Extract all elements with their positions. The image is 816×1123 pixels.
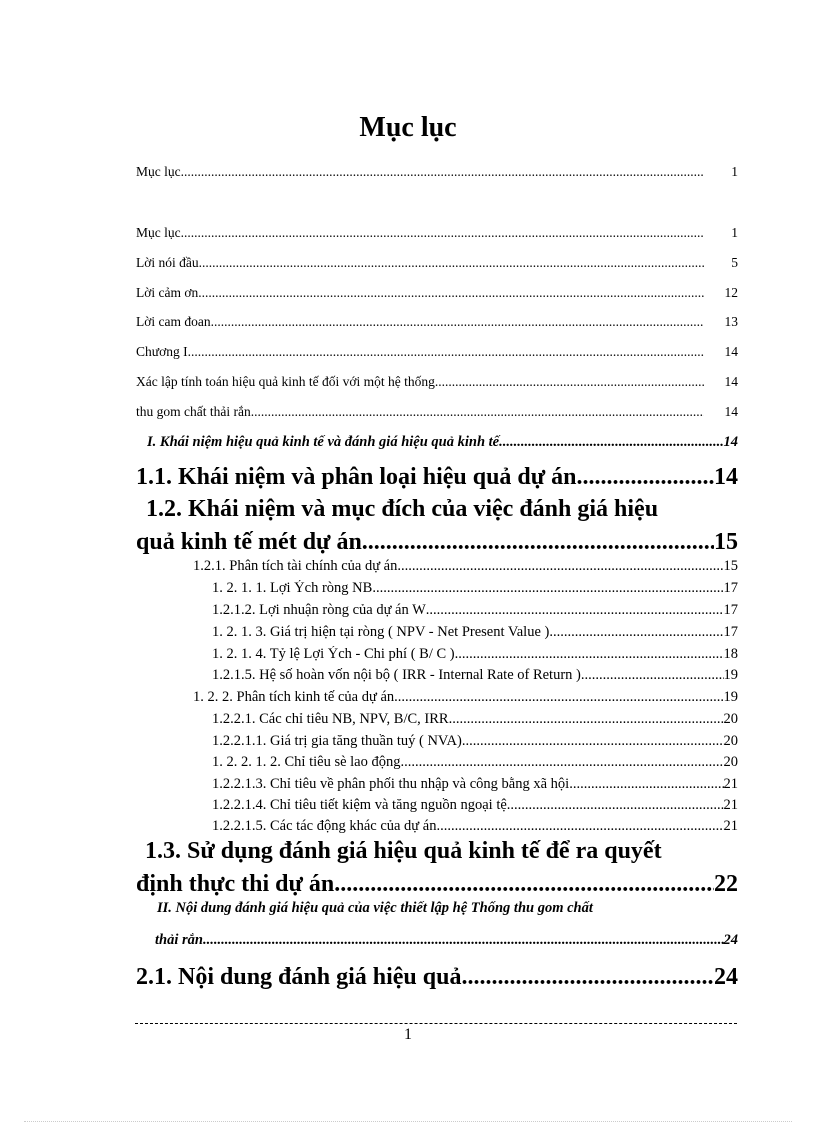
toc-page: 15 — [723, 558, 738, 574]
toc-page: 12 — [724, 285, 738, 300]
toc-label: Xác lập tính toán hiệu quả kinh tế đối với một hệ thống — [136, 374, 435, 389]
toc-page: 20 — [723, 733, 738, 749]
toc-label: Lời cảm ơn — [136, 285, 199, 300]
toc-entry[interactable] — [136, 255, 738, 271]
toc-label: Mục lục — [136, 225, 181, 240]
toc-entry[interactable] — [193, 558, 738, 575]
toc-page: 14 — [724, 344, 738, 359]
toc-entry[interactable] — [212, 624, 738, 641]
page-title: Mục lục — [359, 112, 457, 143]
toc-entry[interactable] — [136, 374, 738, 390]
toc-entry[interactable] — [212, 580, 738, 597]
toc-entry[interactable] — [136, 285, 738, 301]
toc-label: 1. 2. 1. 3. Giá trị hiện tại ròng ( NPV - Net Present Value ) — [212, 624, 550, 640]
toc-label: 2.1. Nội dung đánh giá hiệu quả — [136, 964, 462, 990]
toc-label: Mục lục — [136, 164, 181, 179]
toc-label: 1.2.1.5. Hệ số hoàn vốn nội bộ ( IRR - Internal Rate of Return ) — [212, 667, 581, 683]
toc-label: 1.1. Khái niệm và phân loại hiệu quả dự án — [136, 464, 577, 490]
toc-label: 1.2.2.1. Các chỉ tiêu NB, NPV, B/C, IRR — [212, 711, 449, 727]
toc-entry[interactable] — [212, 754, 738, 771]
toc-label: 1.2.1. Phân tích tài chính của dự án — [193, 558, 398, 574]
toc-label: 1. 2. 2. 1. 2. Chỉ tiêu sè lao động — [212, 754, 401, 770]
toc-entry[interactable] — [136, 225, 738, 241]
toc-label: 1. 2. 1. 1. Lợi Ých ròng NB — [212, 580, 373, 596]
toc-page: 1 — [731, 164, 738, 179]
toc-label: định thực thi dự án — [136, 871, 335, 897]
toc-entry[interactable] — [136, 164, 738, 180]
toc-page: 14 — [724, 404, 738, 419]
toc-page: 24 — [723, 932, 738, 948]
page-edge — [24, 1121, 792, 1122]
toc-page: 20 — [723, 754, 738, 770]
toc-label: thu gom chất thải rắn — [136, 404, 251, 419]
toc-entry[interactable] — [212, 797, 738, 814]
toc-label: thải rắn — [155, 932, 203, 948]
toc-page: 17 — [723, 624, 738, 640]
toc-label: 1.2.1.2. Lợi nhuận ròng của dự án W — [212, 602, 426, 618]
toc-label: Lời nói đầu — [136, 255, 199, 270]
toc-heading-line1[interactable]: 1.2. Khái niệm và mục đích của việc đánh giá hiệu — [146, 496, 659, 522]
toc-label: quả kinh tế mét dự án — [136, 529, 362, 555]
toc-page: 21 — [723, 818, 738, 834]
toc-label: 1. 2. 1. 4. Tỷ lệ Lợi Ých - Chi phí ( B/ C ) — [212, 646, 455, 662]
toc-entry-heading[interactable] — [136, 464, 738, 491]
toc-entry-section[interactable] — [155, 932, 738, 949]
toc-label: 1. 2. 2. Phân tích kinh tế của dự án — [193, 689, 395, 705]
toc-label: I. Khái niệm hiệu quả kinh tế và đánh giá hiệu quả kinh tế — [147, 434, 500, 450]
toc-entry[interactable] — [136, 314, 738, 330]
toc-page: 13 — [724, 314, 738, 329]
toc-page: 24 — [714, 964, 738, 990]
toc-entry[interactable] — [212, 818, 738, 835]
toc-entry[interactable] — [212, 646, 738, 663]
toc-section-line1[interactable]: II. Nội dung đánh giá hiệu quả của việc thiết lập hệ Thống thu gom chất — [157, 900, 593, 916]
toc-entry[interactable] — [136, 344, 738, 360]
toc-page: 22 — [714, 871, 738, 897]
toc-entry[interactable] — [212, 711, 738, 728]
toc-entry[interactable] — [212, 667, 738, 684]
toc-page: 14 — [724, 374, 738, 389]
toc-page: 5 — [731, 255, 738, 270]
toc-entry[interactable] — [212, 602, 738, 619]
page-number: 1 — [404, 1026, 412, 1043]
toc-entry-heading[interactable] — [136, 964, 738, 991]
toc-label: 1.2.2.1.1. Giá trị gia tăng thuần tuý ( NVA) — [212, 733, 462, 749]
toc-page: 1 — [731, 225, 738, 240]
toc-label: Chương I — [136, 344, 188, 359]
toc-entry-heading[interactable] — [136, 529, 738, 556]
toc-label: 1.2.2.1.3. Chỉ tiêu về phân phối thu nhập và công bằng xã hội — [212, 776, 570, 792]
toc-entry-heading[interactable] — [136, 871, 738, 898]
toc-page: 17 — [723, 602, 738, 618]
toc-page: 18 — [723, 646, 738, 662]
toc-page: 15 — [714, 529, 738, 555]
toc-label: 1.2.2.1.4. Chỉ tiêu tiết kiệm và tăng nguồn ngoại tệ — [212, 797, 507, 813]
toc-entry[interactable] — [193, 689, 738, 706]
toc-heading-line1[interactable]: 1.3. Sử dụng đánh giá hiệu quả kinh tế để ra quyết — [145, 838, 662, 864]
toc-page: 14 — [723, 434, 738, 450]
toc-page: 17 — [723, 580, 738, 596]
toc-label: 1.2.2.1.5. Các tác động khác của dự án — [212, 818, 437, 834]
toc-entry[interactable] — [212, 776, 738, 793]
toc-page: 14 — [714, 464, 738, 490]
toc-entry[interactable] — [212, 733, 738, 750]
footer-divider — [135, 1023, 737, 1024]
toc-page: 19 — [723, 689, 738, 705]
toc-page: 19 — [723, 667, 738, 683]
toc-label: Lời cam đoan — [136, 314, 211, 329]
toc-page: 21 — [723, 776, 738, 792]
toc-entry-section[interactable] — [147, 434, 738, 451]
toc-page: 20 — [723, 711, 738, 727]
toc-page: 21 — [723, 797, 738, 813]
toc-entry[interactable] — [136, 404, 738, 420]
